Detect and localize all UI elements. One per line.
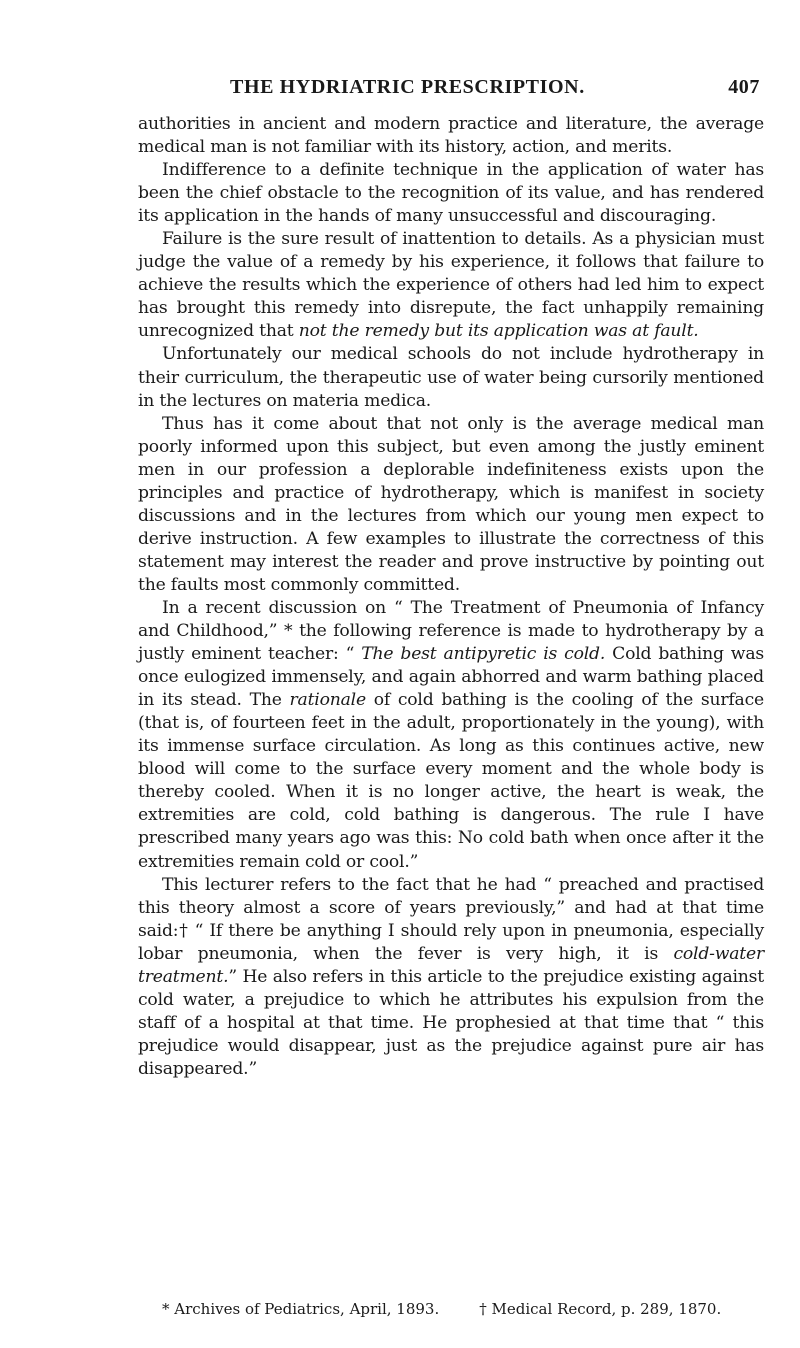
running-title: THE HYDRIATRIC PRESCRIPTION. (230, 76, 585, 98)
emphasis-text: cold-water treatment. (138, 943, 764, 987)
body-text (138, 113, 764, 1081)
emphasis-text: The best antipyretic is cold. (361, 644, 606, 665)
footnote-archives: * Archives of Pediatrics, April, 1893. (162, 1300, 440, 1318)
paragraph-thus: Thus has it come about that not only is the average medical man poorly informed upon this subject, but even among the justly eminent men in our profession a deplorable indefiniteness exists upon the principles and practice of hydrotherapy, which is manifest in society discussions and in the lectures from which our young men expect to derive instruction. A few examples to illustrate the correctness of this statement may interest the reader and prove instructive by pointing out the faults most commonly committed. (138, 413, 764, 595)
paragraph-discussion: In a recent discussion on “ The Treatment of Pneumonia of Infancy and Childhood,” * the following reference is made to hydrotherapy by a justly eminent teacher: “ The best antipyretic is cold. Cold bathing was once eulogized immensely, and again abhorred and warm bathing placed in its stead. The rationale of cold bathing is the cooling of the surface (that is, of fourteen feet in the adult, proportionately in the young), with its immense surface circulation. As long as this continues active, new blood will come to the surface every moment and the whole body is thereby cooled. When it is no longer active, the heart is weak, the extremities are cold, cold bathing is dangerous. The rule I have prescribed many years ago was this: No cold bath when once after it the extremities remain cold or cool.” (138, 597, 764, 872)
paragraph-continued: authorities in ancient and modern practice and literature, the average medical man is not familiar with its history, action, and merits. (138, 114, 764, 158)
paragraph-failure: Failure is the sure result of inattention to details. As a physician must judge the value of a remedy by his experience, it follows that failure to achieve the results which the experience of others had led him to expect has brought this remedy into disrepute, the fact unhappily remaining unrecognized that not the remedy but its application was at fault. (138, 229, 764, 342)
paragraph-lecturer: This lecturer refers to the fact that he had “ preached and practised this theory almost a score of years previously,” and had at that time said:† “ If there be anything I should rely upon in pneumonia, especially lobar pneumonia, when the fever is very high, it is cold-water treatment.” He also refers in this article to the prejudice existing against cold water, a prejudice to which he attributes his expulsion from the staff of a hospital at that time. He prophesied at that time that “ this prejudice would disappear, just as the prejudice against pure air has disappeared.” (138, 874, 764, 1079)
footnote-medical-record: † Medical Record, p. 289, 1870. (479, 1300, 722, 1318)
page-number: 407 (728, 76, 760, 98)
emphasis-text: not the remedy but its application was at fault. (298, 321, 699, 342)
paragraph-indifference: Indifference to a definite technique in the application of water has been the chief obstacle to the recognition of its value, and has rendered its application in the hands of many unsuccessful and discouraging. (138, 160, 764, 227)
footnotes (138, 1299, 764, 1319)
running-head (134, 76, 760, 102)
emphasis-text: rationale (289, 690, 366, 711)
paragraph-medical-schools: Unfortunately our medical schools do not include hydrotherapy in their curriculum, the therapeutic use of water being cursorily mentioned in the lectures on materia medica. (138, 344, 764, 411)
